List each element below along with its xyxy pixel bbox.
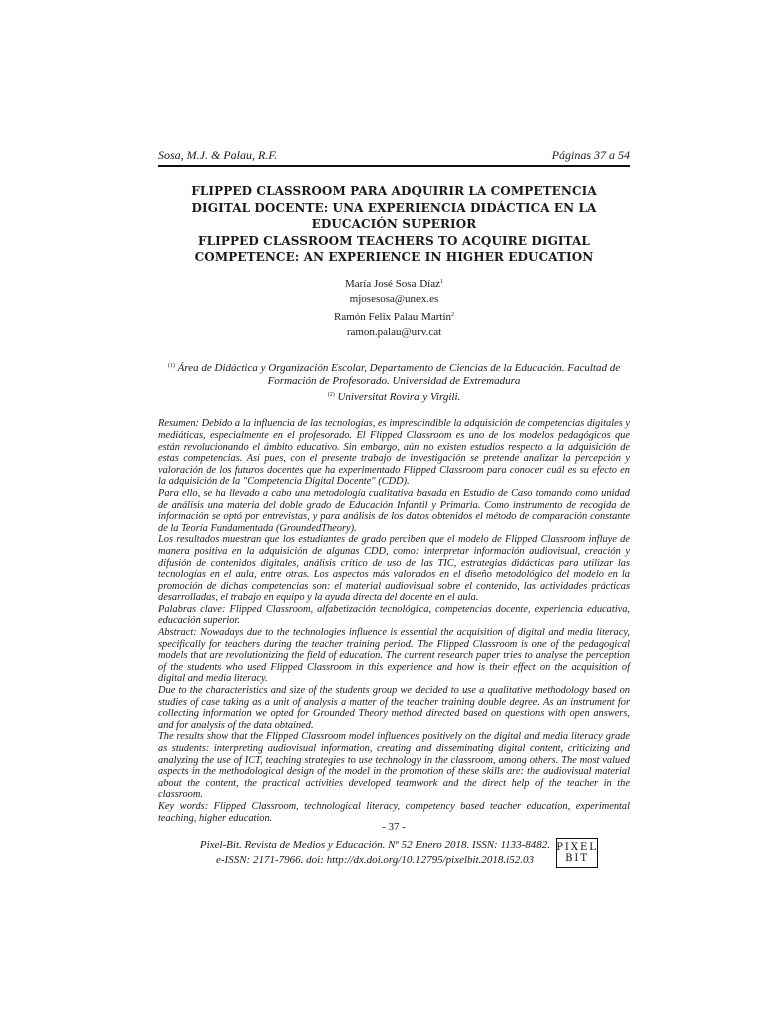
citation-text (200, 838, 550, 868)
running-head-authors: Sosa, M.J. & Palau, R.F. (158, 148, 278, 162)
abstract (158, 418, 630, 824)
author-1 (158, 275, 630, 292)
running-head (158, 148, 630, 167)
author-1-email: mjosesosa@unex.es (349, 293, 439, 306)
title-line: FLIPPED CLASSROOM PARA ADQUIRIR LA COMPETENCIA (191, 184, 597, 198)
affiliation-2-text: Universitat Rovira y Virgili. (337, 390, 461, 403)
article-first-page (158, 148, 630, 824)
abstract-paragraph: Abstract: Nowadays due to the technologies influence is essential the acquisition of digital and media literacy, specifically for teachers during the teacher training period. The Flipped Classroom is one of the pedagogical models that are revolutionizing the field of education. The current research paper tries to analyse the perception of the students who used Flipped Classroom in this experience and how is their effect on the acquisition of digital and media literacy. (158, 627, 630, 685)
affiliation-1 (158, 360, 630, 389)
affiliations (158, 360, 630, 405)
author-2 (158, 308, 630, 325)
page-footer (158, 820, 630, 868)
running-head-pages: Páginas 37 a 54 (551, 148, 630, 162)
abstract-paragraph: The results show that the Flipped Classroom model influences positively on the digital and media literacy grade as students: interpreting audiovisual information, creating and disseminating digital content, criticizing and analyzing the use of ICT, teaching strategies to use technology in the classroom, among others. The most valued aspects in the methodological design of the model in the promotion of these skills are: the audiovisual material about the content, the practical activities developed teamwork and the direct help of the teacher in the classroom. (158, 731, 630, 801)
article-title (158, 183, 630, 266)
title-line: EDUCACIÓN SUPERIOR (311, 217, 477, 232)
abstract-paragraph: Resumen: Debido a la influencia de las tecnologías, es imprescindible la adquisición de competencias digitales y mediáticas, especialmente en el profesorado. El Flipped Classroom es uno de los modelos pedagógicos que están revolucionando el ámbito educativo. Sin embargo, aún no existen estudios respecto a la adquisición de estas competencias. Así pues, con el presente trabajo de investigación se pretende analizar la percepción y valoración de los futuros docentes que ha experimentado Flipped Classroom para conocer cuál es su efecto en la adquisición de la "Competencia Digital Docente" (CDD). (158, 418, 630, 488)
citation-line-1: Pixel-Bit. Revista de Medios y Educación. Nº 52 Enero 2018. ISSN: 1133-8482. (199, 839, 551, 851)
author-1-name: María José Sosa Díaz (344, 277, 440, 290)
journal-citation (158, 838, 630, 868)
affiliation-2-mark: (2) (327, 391, 335, 398)
title-line: DIGITAL DOCENTE: UNA EXPERIENCIA DIDÁCTICA EN LA (191, 200, 597, 215)
abstract-paragraph: Para ello, se ha llevado a cabo una metodología cualitativa basada en Estudio de Caso tomando como unidad de análisis una materia del doble grado de Educación Infantil y Primaria. Como instrumento de recogida de información se optó por entrevistas, y para análisis de los datos obtenidos el método de comparación constante de la Teoría Fundamentada (GroundedTheory). (158, 487, 630, 534)
author-2-email: ramon.palau@urv.cat (346, 326, 442, 339)
logo-bottom-text: BIT (565, 853, 590, 864)
author-1-mark: 1 (440, 278, 443, 285)
affiliation-1-mark: (1) (167, 362, 175, 369)
citation-line-2: e-ISSN: 2171-7966. doi: http://dx.doi.org/10.12795/pixelbit.2018.i52.03 (216, 854, 534, 866)
keywords-en: Key words: Flipped Classroom, technological literacy, competency based teacher education, experimental teaching, higher education. (158, 800, 630, 824)
logo-top-text: PIXEL (556, 842, 598, 853)
title-line: FLIPPED CLASSROOM TEACHERS TO ACQUIRE DIGITAL (198, 233, 590, 248)
pixel-bit-logo (556, 838, 598, 868)
affiliation-1-text: Área de Didáctica y Organización Escolar, Departamento de Ciencias de la Educación. Facultad de Formación de Profesorado. Universidad de Extremadura (177, 361, 621, 388)
keywords-es: Palabras clave: Flipped Classroom, alfabetización tecnológica, competencias docente, experiencia educativa, educación superior. (158, 603, 630, 627)
title-line: COMPETENCE: AN EXPERIENCE IN HIGHER EDUCATION (194, 250, 594, 265)
abstract-paragraph: Due to the characteristics and size of the students group we decided to use a qualitative methodology based on studies of case taking as a unit of analysis a matter of the teacher training double degree. As an instrument for collecting information we opted for Grounded Theory method directed based on questions with open answers, and for analysis of the data obtained. (158, 685, 630, 731)
affiliation-2 (158, 389, 630, 405)
page-number: - 37 - (382, 821, 406, 833)
abstract-paragraph: Los resultados muestran que los estudiantes de grado perciben que el modelo de Flipped Classroom influye de manera positiva en la adquisición de algunas CDD, como: interpretar información audiovisual, creación y difusión de contenidos digitales, análisis crítico de uso de las TIC, estrategias didácticas para utilizar las tecnologías en el aula, entre otras. Los aspectos más valorados en el diseño metodológico del modelo en la promoción de dichas competencias son: el material audiovisual sobre el contenido, las actividades prácticas desarrolladas, el trabajo en equipo y la ayuda directa del docente en el aula. (158, 534, 630, 604)
author-2-name: Ramón Felix Palau Martín (333, 310, 451, 323)
author-block (158, 275, 630, 341)
author-2-mark: 2 (451, 311, 454, 318)
